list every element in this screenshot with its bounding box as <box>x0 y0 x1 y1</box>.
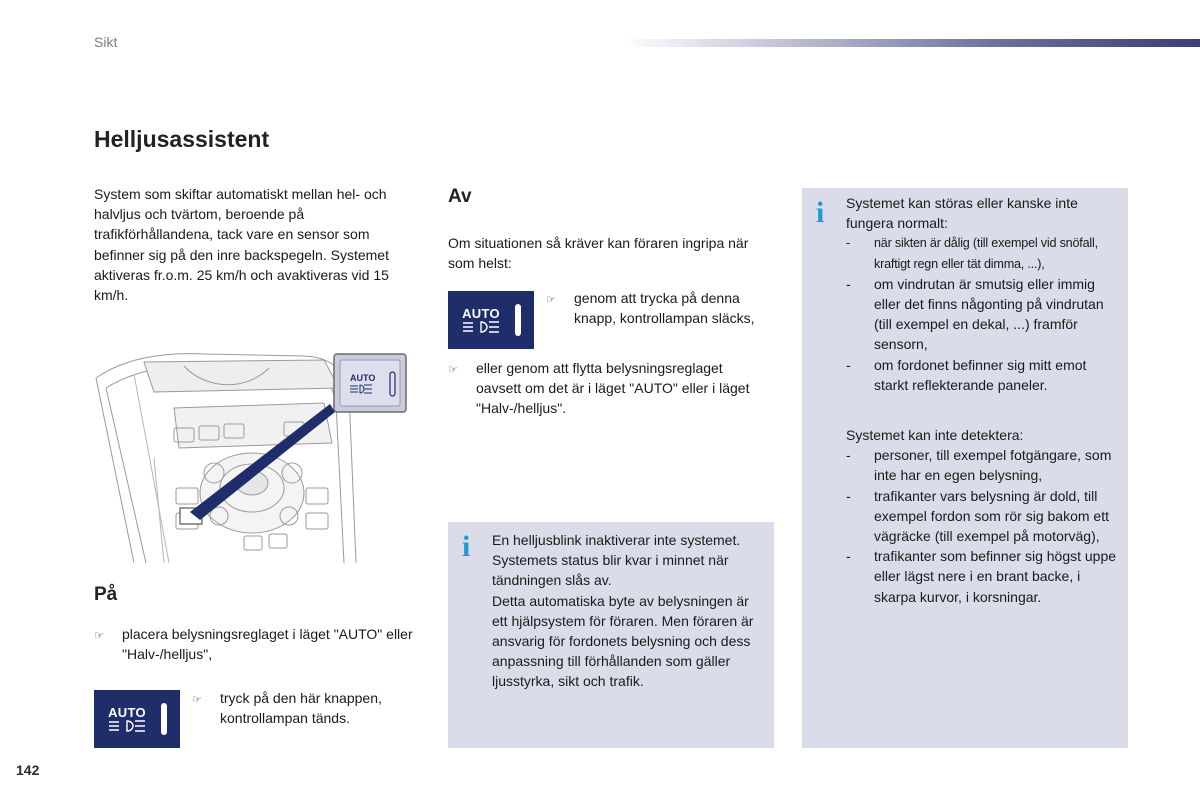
av-intro: Om situationen så kräver kan föraren ingripa när som helst: <box>448 235 749 272</box>
list-item: - om vindrutan är smutsig eller immig eller det finns någonting på vindrutan (till exempel en dekal, ...) framför sensorn, <box>846 275 1104 353</box>
info-box-limitations <box>802 188 1128 748</box>
list-item: - trafikanter vars belysning är dold, till exempel fordon som rör sig bakom ett vägräcke (till exempel på motorväg), <box>846 487 1109 545</box>
list-item: - trafikanter som befinner sig högst uppe eller lägst nere i en brant backe, i skarpa kurvor, i korsningar. <box>846 548 1117 605</box>
info-box-1-p2: Detta automatiska byte av belysningen är ett hjälpsystem för föraren. Men föraren är ansvarig för fordonets belysning och dess anpassning till förhållanden som gäller ljusstyrka, sikt och trafik. <box>492 592 754 690</box>
av-bullet-1 <box>546 288 778 328</box>
info-icon: i <box>462 530 471 563</box>
disturbance-intro: Systemet kan störas eller kanske inte fungera normalt: <box>846 195 1078 232</box>
auto-button-on[interactable] <box>94 690 180 748</box>
headlight-icon <box>461 320 501 334</box>
bullet-hand-icon: ☞ <box>546 294 556 306</box>
list-item: - personer, till exempel fotgängare, som inte har en egen belysning, <box>846 447 1112 484</box>
info-box-highbeam-flash <box>448 522 774 748</box>
av-bullet-2-text: eller genom att flytta belysningsreglaget oavsett om det är i läget "AUTO" eller i läget "Halv-/helljus". <box>476 360 750 417</box>
center-console-illustration <box>94 348 414 566</box>
indicator-bar-icon <box>515 304 521 336</box>
headlight-icon <box>107 719 147 733</box>
pa-heading: På <box>94 584 118 605</box>
page-number: 142 <box>16 762 40 778</box>
bullet-hand-icon: ☞ <box>448 364 458 376</box>
header-gradient-bar <box>622 39 1200 47</box>
av-bullet-2 <box>448 358 768 419</box>
section-label: Sikt <box>94 34 118 50</box>
pa-bullet-2 <box>192 688 422 728</box>
av-heading: Av <box>448 186 472 207</box>
auto-button-off[interactable] <box>448 291 534 349</box>
pa-bullet-1 <box>94 624 414 664</box>
bullet-hand-icon: ☞ <box>192 694 202 706</box>
info-icon: i <box>816 196 825 229</box>
callout-auto-text: AUTO <box>350 373 376 383</box>
pa-bullet-1-text: placera belysningsreglaget i läget "AUTO" eller "Halv-/helljus", <box>122 626 413 663</box>
page-title: Helljusassistent <box>94 126 270 152</box>
pa-bullet-2-text: tryck på den här knappen, kontrollampan tänds. <box>220 690 382 727</box>
auto-label: AUTO <box>108 704 146 720</box>
auto-label: AUTO <box>462 305 500 321</box>
info-box-2-text <box>846 193 1124 607</box>
info-box-1-text <box>492 530 766 692</box>
detect-intro: Systemet kan inte detektera: <box>846 427 1024 444</box>
intro-paragraph: System som skiftar automatiskt mellan hel- och halvljus och tvärtom, beroende på trafikförhållandena, tack vare en sensor som befinner sig på den inre backspegeln. Systemet aktiveras fr.o.m. 25 km/h och avaktiveras vid 15 km/h. <box>94 186 389 304</box>
list-item: - om fordonet befinner sig mitt emot starkt reflekterande paneler. <box>846 356 1087 393</box>
info-box-1-p1: En helljusblink inaktiverar inte systemet. Systemets status blir kvar i minnet när tändningen slås av. <box>492 532 741 589</box>
av-bullet-1-text: genom att trycka på denna knapp, kontrollampan släcks, <box>574 290 755 327</box>
list-item: - när sikten är dålig (till exempel vid snöfall, kraftigt regn eller tät dimma, ...), <box>846 236 1098 271</box>
indicator-bar-icon <box>161 703 167 735</box>
bullet-hand-icon: ☞ <box>94 630 104 642</box>
